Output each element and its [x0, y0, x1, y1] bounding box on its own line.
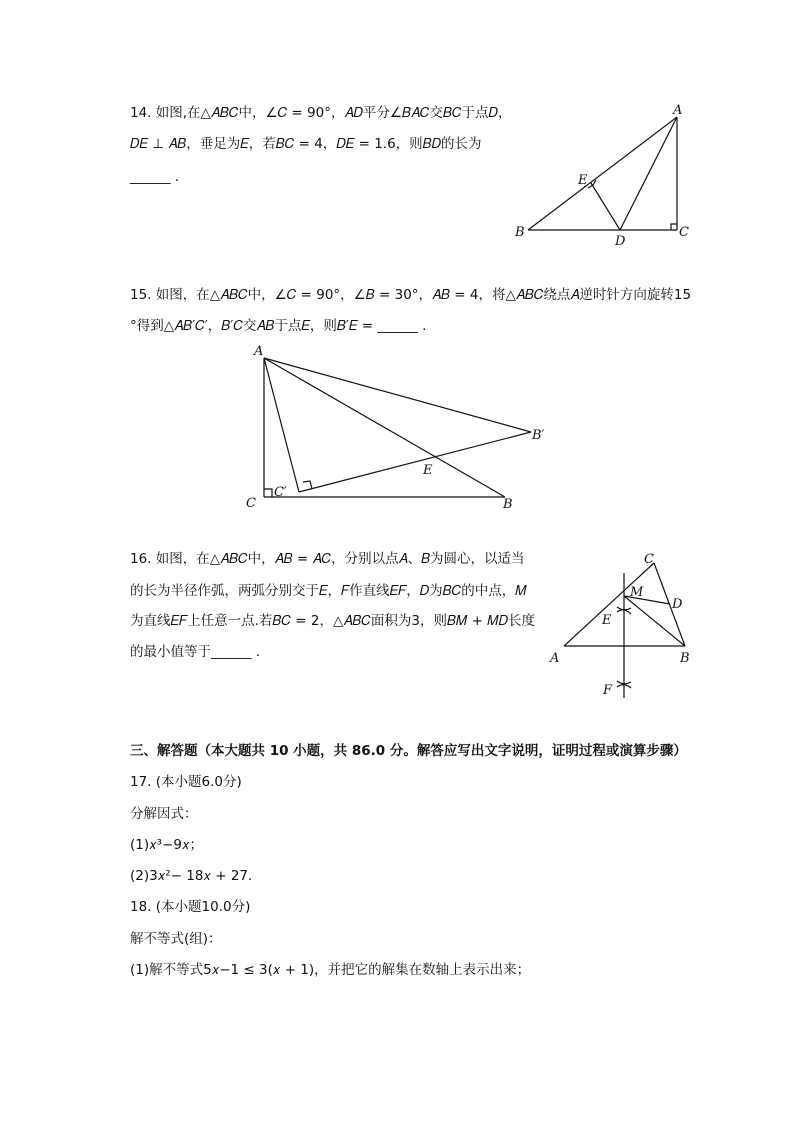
q15-label-a: A — [254, 344, 264, 359]
q14-answer-blank: ______ . — [130, 169, 180, 185]
q16-label-e: E — [602, 613, 612, 628]
q14-figure — [505, 100, 705, 250]
q15-figure — [240, 340, 560, 515]
q16-label-m: M — [630, 585, 644, 600]
section3-header: 三、解答题（本大题共 10 小题，共 86.0 分。解答应写出文字说明，证明过程或演算步骤） — [130, 743, 687, 759]
q17-title: 17. (本小题6.0分) — [130, 774, 242, 790]
q14-line2: 𝐷𝐸 ⊥ 𝐴𝐵，垂足为𝐸，若𝐵𝐶 = 4，𝐷𝐸 = 1.6，则𝐵𝐷的长为 — [130, 136, 482, 152]
q15-label-b: B — [503, 497, 513, 512]
q16-figure — [540, 548, 700, 703]
q16-label-f: F — [603, 683, 613, 698]
q18-part1: (1)解不等式5𝑥−1 ≤ 3(𝑥 + 1)，并把它的解集在数轴上表示出来； — [130, 962, 531, 978]
q16-line2: 的长为半径作弧，两弧分别交于𝐸，𝐹作直线𝐸𝐹，𝐷为𝐵𝐶的中点，𝑀 — [130, 583, 527, 599]
q15-right-angle-c-prime — [303, 481, 312, 489]
q15-label-c-prime: C′ — [274, 485, 287, 500]
q14-segment-de — [591, 183, 620, 230]
q16-label-b: B — [680, 651, 690, 666]
q17-part2: (2)3𝑥²− 18𝑥 + 27. — [130, 868, 253, 884]
q14-label-b: B — [515, 225, 525, 240]
q14-right-angle-c — [671, 224, 677, 230]
q14-label-c: C — [679, 225, 689, 240]
q16-line3: 为直线𝐸𝐹上任意一点.若𝐵𝐶 = 2，△𝐴𝐵𝐶面积为3，则𝐵𝑀 + 𝑀𝐷长度 — [130, 613, 536, 629]
q18-title: 18. (本小题10.0分) — [130, 899, 251, 915]
q15-line2: °得到△𝐴𝐵′𝐶′，𝐵′𝐶交𝐴𝐵于点𝐸，则𝐵′𝐸 = ______ . — [130, 318, 427, 334]
q15-segment-c-prime-b-prime — [299, 432, 531, 492]
q15-label-c: C — [246, 496, 256, 511]
q14-label-d: D — [615, 234, 626, 249]
q14-label-e: E — [578, 173, 588, 188]
q14-label-a: A — [673, 103, 683, 118]
q16-label-d: D — [672, 597, 683, 612]
q15-label-e: E — [423, 463, 433, 478]
q17-intro: 分解因式： — [130, 806, 198, 822]
q16-label-c: C — [644, 552, 654, 567]
q18-intro: 解不等式(组)： — [130, 931, 222, 947]
q16-label-a: A — [550, 651, 560, 666]
q15-line1: 15. 如图，在△𝐴𝐵𝐶中，∠𝐶 = 90°，∠𝐵 = 30°，𝐴𝐵 = 4，将△𝐴𝐵𝐶绕点𝐴逆时针方向旋转15 — [130, 287, 692, 303]
q17-part1: (1)𝑥³−9𝑥； — [130, 837, 203, 853]
q15-label-b-prime: B′ — [532, 428, 545, 443]
q14-line1: 14. 如图,在△𝐴𝐵𝐶中，∠𝐶 = 90°，𝐴𝐷平分∠𝐵𝐴𝐶交𝐵𝐶于点𝐷， — [130, 105, 512, 121]
q15-right-angle-c — [264, 489, 272, 497]
q15-segment-ab-prime — [264, 358, 531, 432]
q16-line1: 16. 如图，在△𝐴𝐵𝐶中，𝐴𝐵 = 𝐴𝐶，分别以点𝐴、𝐵为圆心，以适当 — [130, 551, 525, 567]
q14-segment-ab — [528, 117, 677, 230]
q15-segment-ab — [264, 358, 505, 497]
q14-segment-ad — [620, 117, 677, 230]
q16-segment-ac — [564, 563, 654, 646]
q16-line4: 的最小值等于______ . — [130, 644, 261, 660]
q15-segment-ac-prime — [264, 358, 299, 492]
